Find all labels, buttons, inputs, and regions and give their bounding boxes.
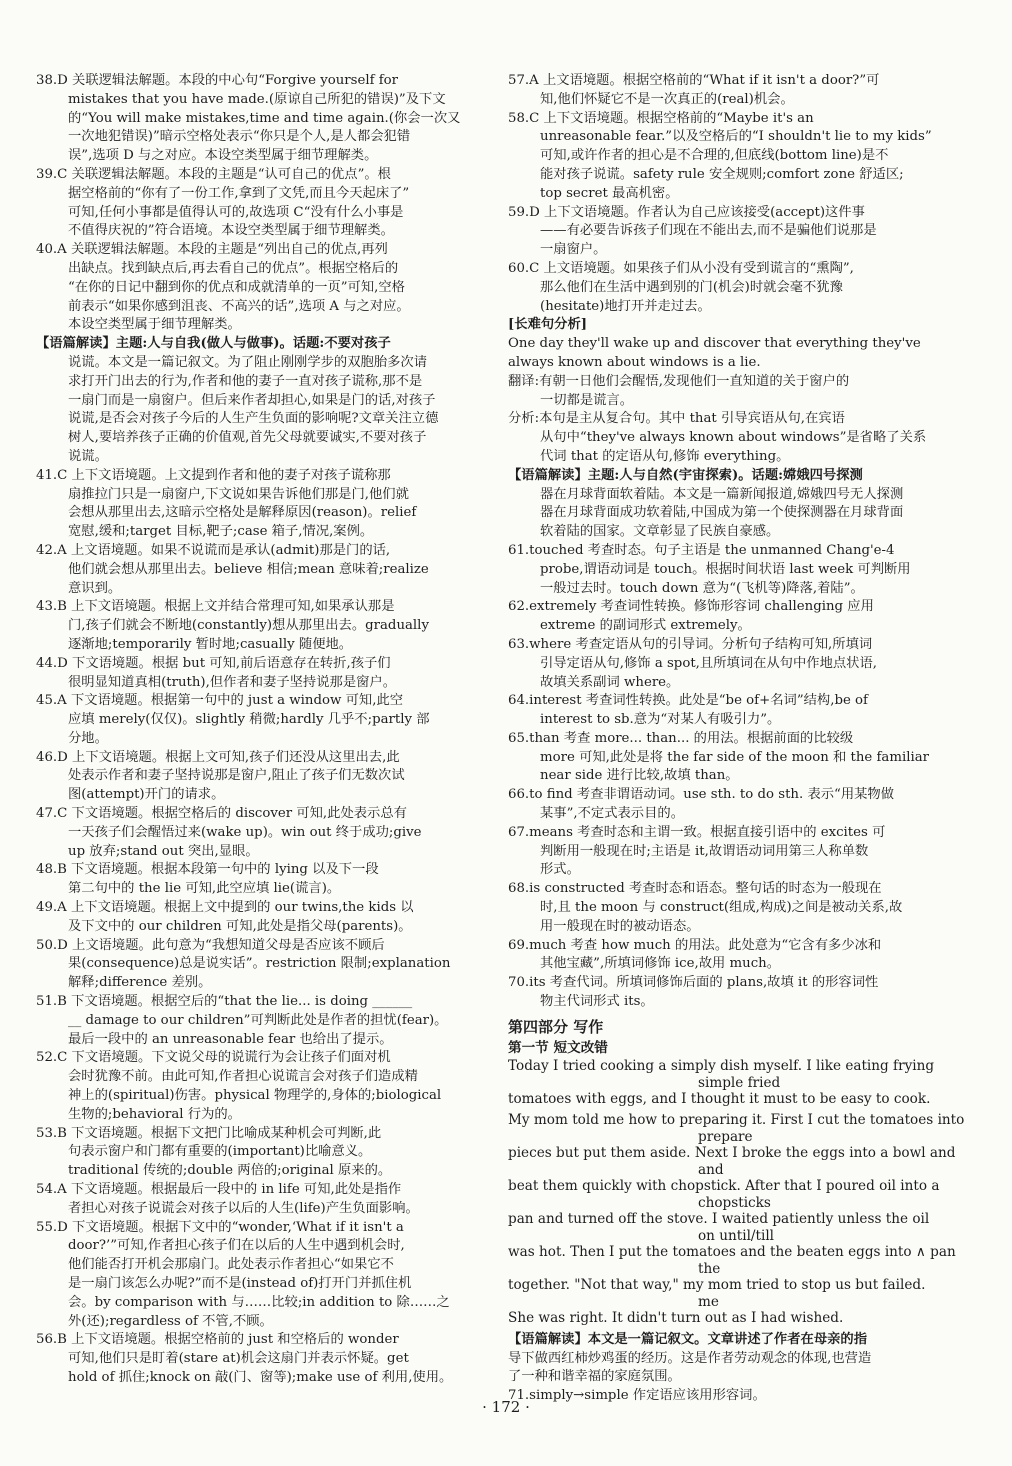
correction-line: simple fried xyxy=(698,1074,781,1091)
text-line: 【语篇解读】主题:人与自我(做人与做事)。话题:不要对孩子 xyxy=(36,336,391,352)
text-line: 翻译:有朝一日他们会醒悟,发现他们一直知道的关于窗户的 xyxy=(508,373,850,389)
text-line: 可知,任何小事都是值得认可的,故选项 C“没有什么小事是 xyxy=(68,204,404,220)
text-line: 生物的;behavioral 行为的。 xyxy=(68,1106,241,1122)
text-line: 47.C 下文语境题。根据空格后的 discover 可知,此处表示总有 xyxy=(36,806,407,822)
section-title: 第一节 短文改错 xyxy=(508,1039,608,1056)
text-line: 最后一段中的 an unreasonable fear 也给出了提示。 xyxy=(68,1031,393,1047)
text-line: 69.much 考查 how much 的用法。此处意为“它含有多少冰和 xyxy=(508,937,882,953)
text-line: 49.A 上下文语境题。根据上文中提到的 our twins,the kids 以 xyxy=(36,900,414,916)
text-line: probe,谓语动词是 touch。根据时间状语 last week 可判断用 xyxy=(540,561,911,577)
text-line: 64.interest 考查词性转换。此处是“be of+名词”结构,be of xyxy=(508,693,868,709)
text-line: 知,他们怀疑它不是一次真正的(real)机会。 xyxy=(540,91,794,107)
text-line: 求打开门出去的行为,作者和他的妻子一直对孩子谎称,那不是 xyxy=(68,373,423,389)
text-line: 说谎。本文是一篇记叙文。为了阻止刚刚学步的双胞胎多次请 xyxy=(68,354,428,370)
text-line: ——有必要告诉孩子们现在不能出去,而不是骗他们说那是 xyxy=(540,223,877,239)
page-number: · 172 · xyxy=(482,1398,530,1416)
text-line: 他们能否打开机会那扇门。此处表示作者担心“如果它不 xyxy=(68,1257,394,1273)
text-line: One day they'll wake up and discover that everything they've xyxy=(508,336,921,352)
text-line: __ damage to our children”可判断此处是作者的担忧(fear)。 xyxy=(68,1012,448,1028)
text-line: 一扇门而是一扇窗户。但后来作者却担心,如果是门的话,对孩子 xyxy=(68,392,436,408)
text-line: 宽慰,缓和;target 目标,靶子;case 箱子,情况,案例。 xyxy=(68,524,374,540)
text-line: 树人,要培养孩子正确的价值观,首先父母就要诚实,不要对孩子 xyxy=(68,430,427,446)
text-line: 说谎。 xyxy=(68,448,108,464)
text-line: 会。by comparison with 与……比较;in addition to 除……之 xyxy=(68,1294,450,1310)
text-line: 第二句中的 the lie 可知,此空应填 lie(谎言)。 xyxy=(68,881,341,897)
right-column xyxy=(508,72,965,1404)
text-line: 是一扇门该怎么办呢?”而不是(instead of)打开门并抓住机 xyxy=(68,1276,412,1291)
correction-line: me xyxy=(698,1293,719,1310)
text-line: “在你的日记中翻到你的优点和成就清单的一页”可知,空格 xyxy=(68,279,405,295)
text-line: 60.C 上文语境题。如果孩子们从小没有受到谎言的“熏陶”, xyxy=(508,260,854,276)
text-line: 某事”,不定式表示目的。 xyxy=(540,806,684,822)
error-correction-essay xyxy=(508,1058,964,1331)
text-line: 一天孩子们会醒悟过来(wake up)。win out 终于成功;give xyxy=(68,824,422,840)
text-line: 46.D 上下文语境题。根据上文可知,孩子们还没从这里出去,此 xyxy=(36,749,400,765)
text-line: 可知,或许作者的担心是不合理的,但底线(bottom line)是不 xyxy=(540,148,889,164)
text-line: 45.A 下文语境题。根据第一句中的 just a window 可知,此空 xyxy=(36,693,404,709)
text-line: 引导定语从句,修饰 a spot,且所填词在从句中作地点状语, xyxy=(540,655,877,671)
text-line: 其他宝藏”,所填词修饰 ice,故用 much。 xyxy=(540,956,781,972)
correction-line: on until/till xyxy=(698,1227,775,1244)
text-line: 65.than 考查 more... than... 的用法。根据前面的比较级 xyxy=(508,730,854,746)
text-line: 用一般现在时的被动语态。 xyxy=(540,918,700,934)
text-line: 很明显知道真相(truth),但作者和妻子坚持说那是窗户。 xyxy=(68,674,397,690)
text-line: 形式。 xyxy=(540,862,580,878)
text-line: more 可知,此处是将 the far side of the moon 和 the familiar xyxy=(540,749,930,765)
analysis-line: 了一种和谐幸福的家庭氛围。 xyxy=(508,1369,681,1385)
text-line: 55.D 下文语境题。根据下文中的“wonder,‘What if it isn't a xyxy=(36,1219,404,1235)
text-line: 那么他们在生活中遇到别的门(机会)时就会毫不犹豫 xyxy=(540,279,843,295)
text-line: 53.B 下文语境题。根据下文把门比喻成某种机会可判断,此 xyxy=(36,1125,382,1141)
correction-line: prepare xyxy=(698,1128,753,1145)
text-line: mistakes that you have made.(原谅自己所犯的错误)”及下文 xyxy=(68,91,446,107)
text-line: 68.is constructed 考查时态和语态。整句话的时态为一般现在 xyxy=(508,881,882,897)
text-line: 分析:本句是主从复合句。其中 that 引导宾语从句,在宾语 xyxy=(508,411,845,427)
text-line: 59.D 上下文语境题。作者认为自己应该接受(accept)这件事 xyxy=(508,204,865,220)
text-line: 软着陆的国家。文章彰显了民族自豪感。 xyxy=(540,524,780,540)
text-line: (hesitate)地打开并走过去。 xyxy=(540,298,711,314)
text-line: 意识到。 xyxy=(68,580,122,596)
text-line: 61.touched 考查时态。句子主语是 the unmanned Chang'e-4 xyxy=(508,542,895,558)
text-line: 外(还);regardless of 不管,不顾。 xyxy=(68,1313,273,1329)
text-line: 时,且 the moon 与 construct(组成,构成)之间是被动关系,故 xyxy=(540,900,903,916)
essay-line: She was right. It didn't turn out as I had wished. xyxy=(508,1309,844,1326)
text-line: always known about windows is a lie. xyxy=(508,354,761,370)
text-line: 物主代词形式 its。 xyxy=(540,994,654,1010)
text-line: 【语篇解读】主题:人与自然(宇宙探索)。话题:嫦娥四号探测 xyxy=(508,467,863,483)
text-line: 会时犹豫不前。由此可知,作者担心说谎言会对孩子们造成精 xyxy=(68,1069,418,1085)
text-line: 67.means 考查时态和主谓一致。根据直接引语中的 excites 可 xyxy=(508,824,886,840)
text-line: 代词 that 的定语从句,修饰 everything。 xyxy=(540,448,790,464)
text-line: 图(attempt)开门的请求。 xyxy=(68,787,225,803)
text-line: 48.B 下文语境题。根据本段第一句中的 lying 以及下一段 xyxy=(36,862,379,878)
text-line: 62.extremely 考查词性转换。修饰形容词 challenging 应用 xyxy=(508,599,874,615)
text-line: 解释;difference 差别。 xyxy=(68,975,212,991)
text-line: 分地。 xyxy=(68,730,108,746)
essay-line: My mom told me how to preparing it. First I cut the tomatoes into xyxy=(508,1111,965,1128)
part-title: 第四部分 写作 xyxy=(508,1017,604,1036)
text-line: 可知,他们只是盯着(stare at)机会这扇门并表示怀疑。get xyxy=(68,1351,409,1367)
text-line: 他们就会想从那里出去。believe 相信;mean 意味着;realize xyxy=(68,561,429,577)
text-line: 器在月球背面软着陆。本文是一篇新闻报道,嫦娥四号无人探测 xyxy=(540,486,904,502)
text-line: 一次地犯错误)”暗示空格处表示“你只是个人,是人都会犯错 xyxy=(68,129,411,145)
text-line: near side 进行比较,故填 than。 xyxy=(540,768,739,784)
text-line: 应填 merely(仅仅)。slightly 稍微;hardly 几乎不;partly 部 xyxy=(68,712,430,728)
text-line: 56.B 上下文语境题。根据空格前的 just 和空格后的 wonder xyxy=(36,1332,399,1348)
text-line: 从句中“they've always known about windows”是省略了关系 xyxy=(540,430,927,446)
text-line: 及下文中的 our children 可知,此处是指父母(parents)。 xyxy=(68,918,412,934)
essay-line: was hot. Then I put the tomatoes and the beaten eggs into ∧ pan xyxy=(508,1243,956,1260)
text-line: 会想从那里出去,这暗示空格处是解释原因(reason)。relief xyxy=(68,505,417,521)
essay-line: pan and turned off the stove. I waited patiently unless the oil xyxy=(508,1210,930,1227)
essay-line: pieces but put them aside. Next I broke the eggs into a bowl and xyxy=(508,1144,956,1161)
text-line: extreme 的副词形式 extremely。 xyxy=(540,618,751,634)
cloze-answers-continued xyxy=(508,72,964,1012)
text-line: 不值得庆祝的”符合语境。本设空类型属于细节理解类。 xyxy=(68,223,394,239)
text-line: [长难句分析] xyxy=(508,317,588,333)
text-line: 出缺点。找到缺点后,再去看自己的优点”。根据空格后的 xyxy=(68,260,399,276)
correction-line: and xyxy=(698,1161,724,1178)
text-line: 51.B 下文语境题。根据空后的“that the lie... is doing ______ xyxy=(36,994,413,1010)
correction-line: the xyxy=(698,1260,721,1277)
text-line: 一扇窗户。 xyxy=(540,242,607,258)
text-line: 误”,选项 D 与之对应。本设空类型属于细节理解类。 xyxy=(68,148,378,164)
text-line: top secret 最高机密。 xyxy=(540,185,679,201)
text-line: 判断用一般现在时;主语是 it,故谓语动词用第三人称单数 xyxy=(540,843,869,859)
text-line: 者担心对孩子说谎会对孩子以后的人生(life)产生负面影响。 xyxy=(68,1200,419,1216)
text-line: door?’”可知,作者担心孩子们在以后的人生中遇到机会时, xyxy=(68,1238,405,1254)
essay-analysis xyxy=(508,1331,964,1406)
text-line: 门,孩子们就会不断地(constantly)想从那里出去。gradually xyxy=(68,618,429,634)
text-line: 据空格前的“你有了一份工作,拿到了文凭,而且今天起床了” xyxy=(68,185,410,201)
text-line: 故填关系副词 where。 xyxy=(540,674,680,690)
text-line: 的“You will make mistakes,time and time again.(你会一次又 xyxy=(68,110,461,126)
text-line: 66.to find 考查非谓语动词。use sth. to do sth. 表示“用某物做 xyxy=(508,787,895,803)
text-line: 句表示窗户和门都有重要的(important)比喻意义。 xyxy=(68,1144,372,1160)
text-line: 44.D 下文语境题。根据 but 可知,前后语意存在转折,孩子们 xyxy=(36,655,391,671)
text-line: 一切都是谎言。 xyxy=(540,392,634,408)
essay-line: tomatoes with eggs, and I thought it must to be easy to cook. xyxy=(508,1090,931,1107)
text-line: 说谎,是否会对孩子今后的人生产生负面的影响呢?文章关注立德 xyxy=(68,411,439,427)
analysis-line: 【语篇解读】本文是一篇记叙文。文章讲述了作者在母亲的指 xyxy=(508,1331,868,1347)
text-line: interest to sb.意为“对某人有吸引力”。 xyxy=(540,712,781,728)
text-line: 果(consequence)总是说实话”。restriction 限制;explanation xyxy=(68,956,451,972)
text-line: unreasonable fear.”以及空格后的“I shouldn't lie to my kids” xyxy=(540,129,932,145)
text-line: 一般过去时。touch down 意为“(飞机等)降落,着陆”。 xyxy=(540,580,864,596)
text-line: 能对孩子说谎。safety rule 安全规则;comfort zone 舒适区; xyxy=(540,166,904,182)
text-line: 52.C 下文语境题。下文说父母的说谎行为会让孩子们面对机 xyxy=(36,1050,391,1066)
text-line: 58.C 上下文语境题。根据空格前的“Maybe it's an xyxy=(508,110,814,126)
text-line: 本设空类型属于细节理解类。 xyxy=(68,317,241,333)
text-line: 70.its 考查代词。所填词修饰后面的 plans,故填 it 的形容词性 xyxy=(508,975,879,991)
text-line: 40.A 关联逻辑法解题。本段的主题是“列出自己的优点,再列 xyxy=(36,242,388,258)
essay-line: beat them quickly with chopstick. After that I poured oil into a xyxy=(508,1177,940,1194)
text-line: traditional 传统的;double 两倍的;original 原来的。 xyxy=(68,1163,392,1179)
text-line: 41.C 上下文语境题。上文提到作者和他的妻子对孩子谎称那 xyxy=(36,467,391,483)
text-line: up 放弃;stand out 突出,显眼。 xyxy=(68,843,259,859)
text-line: 逐渐地;temporarily 暂时地;casually 随便地。 xyxy=(68,636,353,652)
text-line: 神上的(spiritual)伤害。physical 物理学的,身体的;biological xyxy=(68,1088,442,1104)
essay-line: Today I tried cooking a simply dish myself. I like eating frying xyxy=(508,1057,935,1074)
text-line: 器在月球背面成功软着陆,中国成为第一个使探测器在月球背面 xyxy=(540,505,904,521)
analysis-line: 导下做西红柿炒鸡蛋的经历。这是作者劳动观念的体现,也营造 xyxy=(508,1350,872,1366)
text-line: 扇推拉门只是一扇窗户,下文说如果告诉他们那是门,他们就 xyxy=(68,486,409,502)
left-column xyxy=(36,72,468,1392)
text-line: 50.D 上文语境题。此句意为“我想知道父母是否应该不顾后 xyxy=(36,937,385,953)
correction-line: chopsticks xyxy=(698,1194,771,1211)
text-line: 42.A 上文语境题。如果不说谎而是承认(admit)那是门的话, xyxy=(36,542,391,558)
text-line: 前表示“如果你感到沮丧、不高兴的话”,选项 A 与之对应。 xyxy=(68,298,410,314)
text-line: hold of 抓住;knock on 敲(门、窗等);make use of 利用,使用。 xyxy=(68,1369,453,1385)
text-line: 处表示作者和妻子坚持说那是窗户,阻止了孩子们无数次试 xyxy=(68,768,405,784)
text-line: 38.D 关联逻辑法解题。本段的中心句“Forgive yourself for xyxy=(36,73,399,88)
text-line: 57.A 上文语境题。根据空格前的“What if it isn't a door?”可 xyxy=(508,73,880,88)
text-line: 63.where 考查定语从句的引导词。分析句子结构可知,所填词 xyxy=(508,636,873,652)
text-line: 43.B 上下文语境题。根据上文并结合常理可知,如果承认那是 xyxy=(36,599,395,615)
analysis-line: 71.simply→simple 作定语应该用形容词。 xyxy=(508,1388,766,1404)
text-line: 39.C 关联逻辑法解题。本段的主题是“认可自己的优点”。根 xyxy=(36,166,391,182)
essay-line: together. "Not that way," my mom tried to stop us but failed. xyxy=(508,1276,926,1293)
text-line: 54.A 下文语境题。根据最后一段中的 in life 可知,此处是指作 xyxy=(36,1182,402,1198)
